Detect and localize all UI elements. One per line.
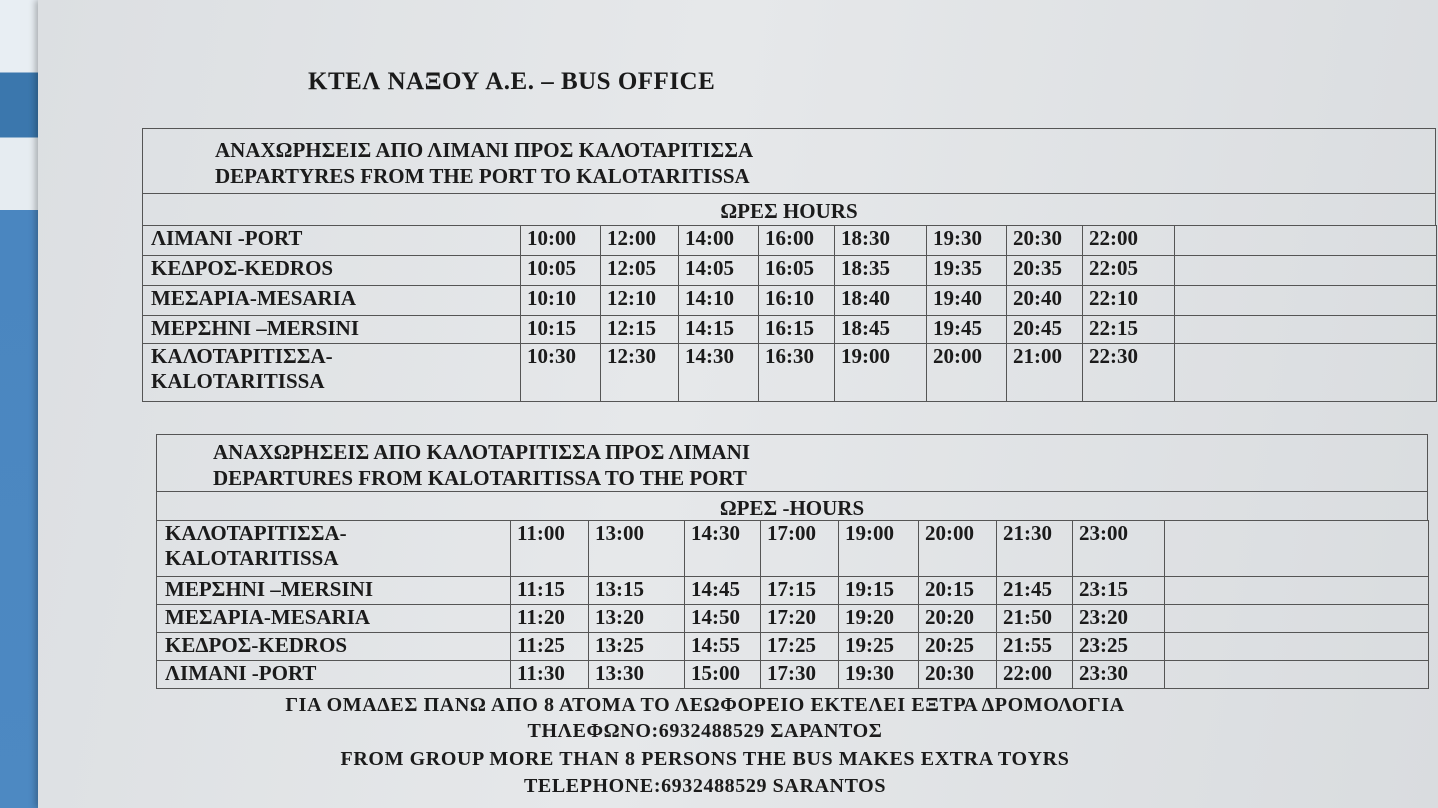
departure-time: 19:35 — [927, 256, 1007, 286]
stop-label-continued: KALOTARITISSA — [151, 369, 325, 393]
empty-cell — [1165, 633, 1429, 661]
empty-cell — [1175, 256, 1437, 286]
departure-time: 19:00 — [835, 344, 927, 402]
table-row — [157, 661, 1429, 689]
footer-note-greek: ΓΙΑ ΟΜΑΔΕΣ ΠΑΝΩ ΑΠΟ 8 ΑΤΟΜΑ ΤΟ ΛΕΩΦΟΡΕΙΟ ΕΚΤΕΛΕΙ ΕΞΤΡΑ ΔΡΟΜΟΛΟΓΙΑ — [285, 694, 1125, 716]
empty-cell — [1175, 286, 1437, 316]
departure-time: 21:55 — [997, 633, 1073, 661]
departure-time: 11:25 — [511, 633, 589, 661]
departure-time: 20:25 — [919, 633, 997, 661]
departure-time: 23:30 — [1073, 661, 1165, 689]
empty-cell — [1165, 661, 1429, 689]
departure-time: 22:05 — [1083, 256, 1175, 286]
departure-time: 20:40 — [1007, 286, 1083, 316]
departure-time: 14:30 — [679, 344, 759, 402]
table-row — [143, 256, 1437, 286]
departure-time: 10:15 — [521, 316, 601, 344]
departure-time: 13:25 — [589, 633, 685, 661]
departure-time: 20:00 — [927, 344, 1007, 402]
departure-time: 20:15 — [919, 577, 997, 605]
departure-time: 10:05 — [521, 256, 601, 286]
stop-name — [157, 605, 511, 633]
departure-time: 22:00 — [1083, 226, 1175, 256]
departure-time: 23:25 — [1073, 633, 1165, 661]
departure-time: 21:45 — [997, 577, 1073, 605]
heading-english: DEPARTYRES FROM THE PORT TO KALOTARITISSA — [215, 164, 750, 188]
timetable-port-to-kalotaritissa — [142, 128, 1436, 402]
departure-time: 22:10 — [1083, 286, 1175, 316]
footer-phone-greek: ΤΗΛΕΦΩΝΟ:6932488529 ΣΑΡΑΝΤΟΣ — [527, 720, 883, 742]
departure-time: 14:10 — [679, 286, 759, 316]
heading-greek: ΑΝΑΧΩΡΗΣΕΙΣ ΑΠΟ ΚΑΛΟΤΑΡΙΤΙΣΣΑ ΠΡΟΣ ΛΙΜΑΝΙ — [213, 440, 751, 464]
departure-time: 18:30 — [835, 226, 927, 256]
stop-name — [143, 256, 521, 286]
departure-time: 17:20 — [761, 605, 839, 633]
departure-time: 19:40 — [927, 286, 1007, 316]
departure-time: 14:30 — [685, 521, 761, 577]
schedule-table — [142, 225, 1437, 402]
departure-time: 16:10 — [759, 286, 835, 316]
stop-name — [143, 286, 521, 316]
departure-time: 13:20 — [589, 605, 685, 633]
departure-time: 20:30 — [919, 661, 997, 689]
table-row — [157, 577, 1429, 605]
stop-label: ΚΕΔΡΟΣ-KEDROS — [151, 256, 334, 280]
departure-time: 13:15 — [589, 577, 685, 605]
stop-label: ΛΙΜΑΝΙ -PORT — [165, 661, 317, 685]
departure-time: 16:05 — [759, 256, 835, 286]
departure-time: 18:35 — [835, 256, 927, 286]
empty-cell — [1175, 316, 1437, 344]
departure-time: 17:15 — [761, 577, 839, 605]
table-row — [157, 633, 1429, 661]
departure-time: 14:05 — [679, 256, 759, 286]
departure-time: 10:10 — [521, 286, 601, 316]
departure-time: 18:40 — [835, 286, 927, 316]
departure-time: 18:45 — [835, 316, 927, 344]
stop-name — [157, 633, 511, 661]
departure-time: 11:00 — [511, 521, 589, 577]
departure-time: 12:10 — [601, 286, 679, 316]
departure-time: 22:15 — [1083, 316, 1175, 344]
departure-time: 16:00 — [759, 226, 835, 256]
schedule-table — [156, 520, 1429, 689]
departure-time: 20:00 — [919, 521, 997, 577]
departure-time: 19:15 — [839, 577, 919, 605]
stop-name — [157, 577, 511, 605]
stop-name — [157, 661, 511, 689]
departure-time: 11:20 — [511, 605, 589, 633]
departure-time: 19:30 — [839, 661, 919, 689]
departure-time: 19:25 — [839, 633, 919, 661]
heading-greek: ΑΝΑΧΩΡΗΣΕΙΣ ΑΠΟ ΛΙΜΑΝΙ ΠΡΟΣ ΚΑΛΟΤΑΡΙΤΙΣΣΑ — [215, 138, 754, 162]
stop-label: ΜΕΣΑΡΙΑ-MESARIA — [165, 605, 371, 629]
departure-time: 14:00 — [679, 226, 759, 256]
departure-time: 19:20 — [839, 605, 919, 633]
timetable-kalotaritissa-to-port — [156, 434, 1428, 689]
departure-time: 21:00 — [1007, 344, 1083, 402]
departure-time: 21:30 — [997, 521, 1073, 577]
empty-cell — [1175, 226, 1437, 256]
stop-label-continued: KALOTARITISSA — [165, 546, 339, 570]
stop-label: ΚΑΛΟΤΑΡΙΤΙΣΣΑ- — [151, 344, 333, 368]
table-row — [157, 605, 1429, 633]
footer-note-english: FROM GROUP MORE THAN 8 PERSONS THE BUS MAKES EXTRA TOYRS — [340, 748, 1070, 770]
stop-label: ΛΙΜΑΝΙ -PORT — [151, 226, 303, 250]
stop-label: ΚΕΔΡΟΣ-KEDROS — [165, 633, 348, 657]
table-row — [143, 316, 1437, 344]
departure-time: 23:20 — [1073, 605, 1165, 633]
departure-time: 17:30 — [761, 661, 839, 689]
empty-cell — [1165, 521, 1429, 577]
departure-time: 10:30 — [521, 344, 601, 402]
stop-label: ΜΕΡΣΗΝΙ –MERSINI — [151, 316, 359, 340]
departure-time: 12:05 — [601, 256, 679, 286]
heading-english: DEPARTURES FROM KALOTARITISSA TO THE PORT — [213, 466, 747, 490]
empty-cell — [1165, 577, 1429, 605]
empty-cell — [1165, 605, 1429, 633]
departure-time: 22:30 — [1083, 344, 1175, 402]
departure-time: 17:25 — [761, 633, 839, 661]
stop-name — [143, 344, 521, 402]
departure-time: 11:30 — [511, 661, 589, 689]
stop-name — [143, 226, 521, 256]
empty-cell — [1175, 344, 1437, 402]
departure-time: 14:55 — [685, 633, 761, 661]
departure-time: 10:00 — [521, 226, 601, 256]
departure-time: 20:20 — [919, 605, 997, 633]
departure-time: 12:15 — [601, 316, 679, 344]
departure-time: 22:00 — [997, 661, 1073, 689]
stop-label: ΚΑΛΟΤΑΡΙΤΙΣΣΑ- — [165, 521, 347, 545]
departure-time: 20:45 — [1007, 316, 1083, 344]
departure-time: 16:30 — [759, 344, 835, 402]
stop-label: ΜΕΡΣΗΝΙ –MERSINI — [165, 577, 373, 601]
table-row — [143, 226, 1437, 256]
departure-time: 11:15 — [511, 577, 589, 605]
departure-time: 19:45 — [927, 316, 1007, 344]
departure-time: 19:30 — [927, 226, 1007, 256]
departure-time: 20:35 — [1007, 256, 1083, 286]
stop-name — [143, 316, 521, 344]
table-heading — [142, 128, 1436, 193]
departure-time: 23:15 — [1073, 577, 1165, 605]
departure-time: 15:00 — [685, 661, 761, 689]
departure-time: 23:00 — [1073, 521, 1165, 577]
stop-name — [157, 521, 511, 577]
footer-phone-english: TELEPHONE:6932488529 SARANTOS — [523, 775, 887, 797]
departure-time: 16:15 — [759, 316, 835, 344]
departure-time: 19:00 — [839, 521, 919, 577]
departure-time: 17:00 — [761, 521, 839, 577]
departure-time: 14:45 — [685, 577, 761, 605]
page-title: ΚΤΕΛ ΝΑΞΟΥ Α.Ε. – BUS OFFICE — [308, 68, 716, 95]
table-row — [143, 344, 1437, 402]
departure-time: 21:50 — [997, 605, 1073, 633]
departure-time: 12:30 — [601, 344, 679, 402]
table-heading — [156, 434, 1428, 491]
departure-time: 14:50 — [685, 605, 761, 633]
departure-time: 13:00 — [589, 521, 685, 577]
table-row — [143, 286, 1437, 316]
departure-time: 13:30 — [589, 661, 685, 689]
hours-label: ΩΡΕΣ -HOURS — [156, 491, 1428, 520]
hours-label: ΩΡΕΣ HOURS — [142, 193, 1436, 225]
departure-time: 14:15 — [679, 316, 759, 344]
departure-time: 12:00 — [601, 226, 679, 256]
stop-label: ΜΕΣΑΡΙΑ-MESARIA — [151, 286, 357, 310]
departure-time: 20:30 — [1007, 226, 1083, 256]
table-row — [157, 521, 1429, 577]
